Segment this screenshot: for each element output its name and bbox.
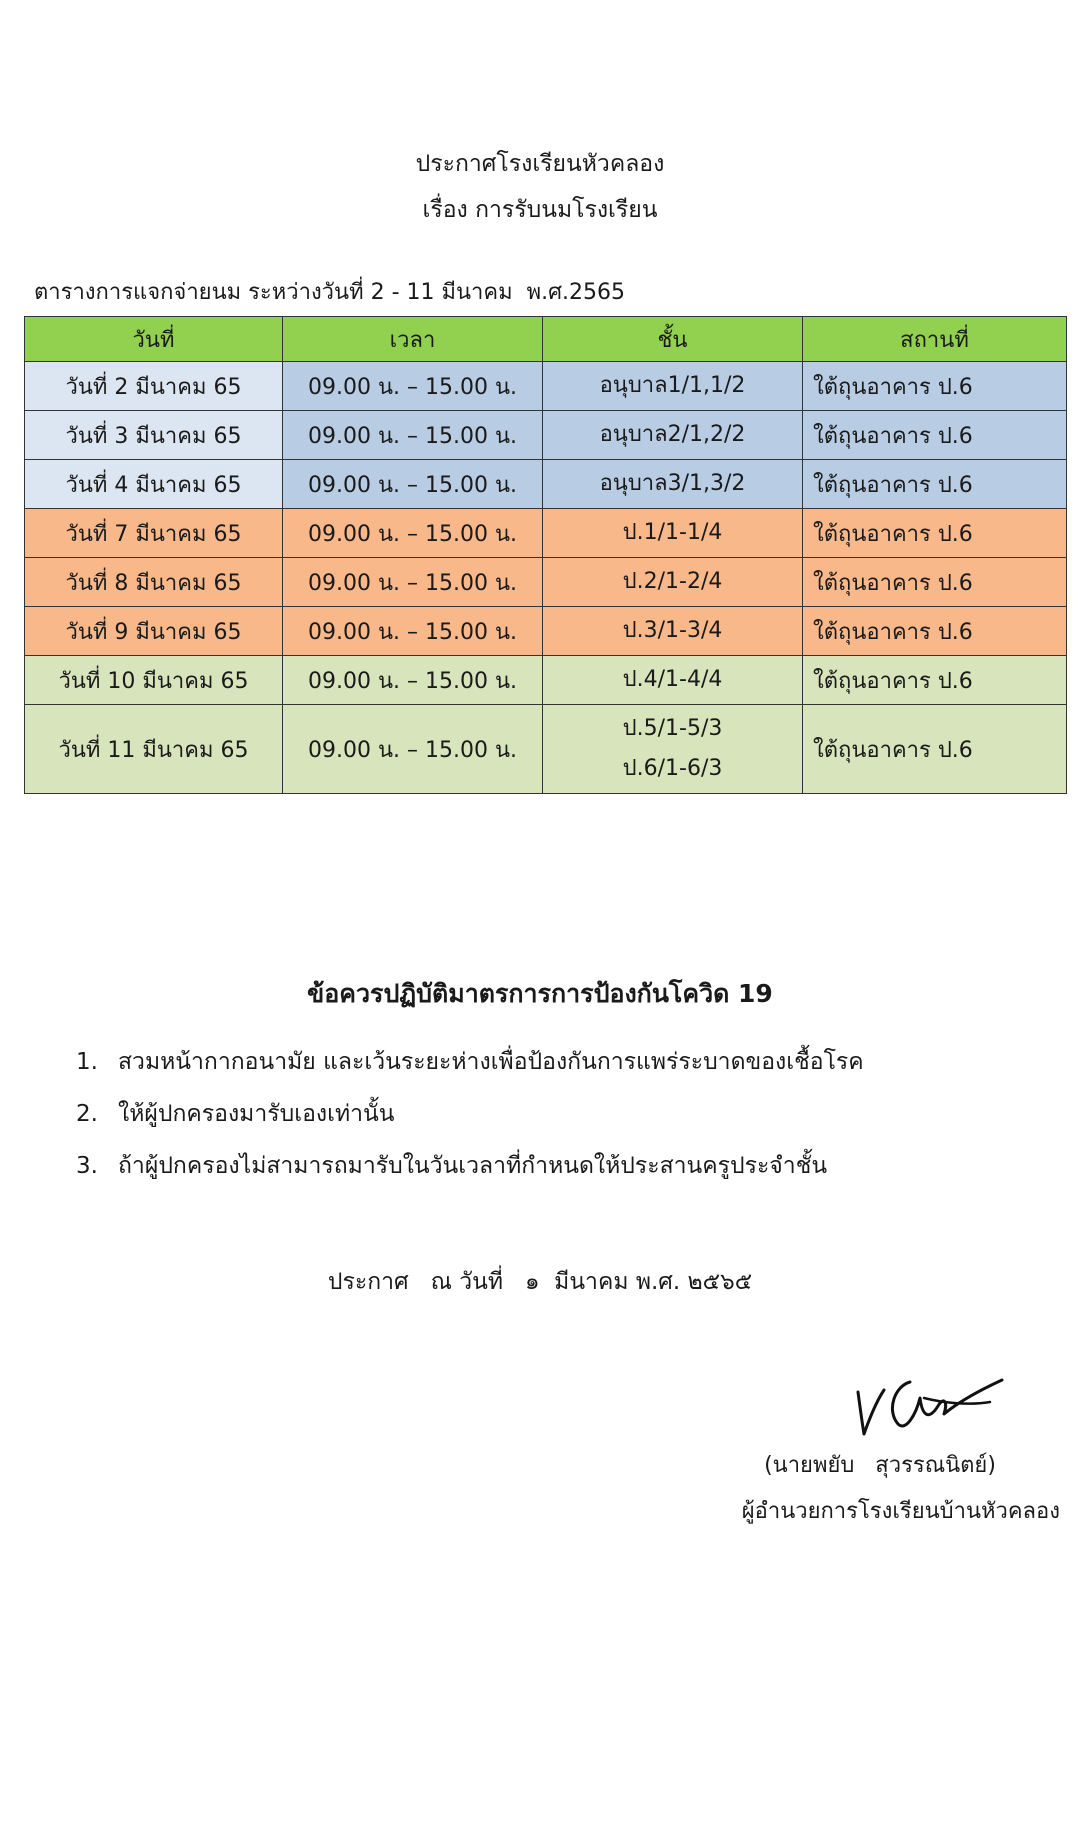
- cell-time: 09.00 น. – 15.00 น.: [283, 705, 543, 794]
- announcement-title: ประกาศโรงเรียนหัวคลอง: [415, 151, 665, 177]
- cell-class: [543, 460, 803, 509]
- cell-class: [543, 411, 803, 460]
- class-label: ป.5/1-5/3: [622, 716, 723, 741]
- table-row: [25, 656, 1067, 705]
- list-item: [76, 1092, 864, 1144]
- covid-measures-list: [76, 1040, 864, 1196]
- class-label: ป.6/1-6/3: [622, 756, 723, 781]
- class-label: ป.3/1-3/4: [622, 618, 723, 643]
- cell-class: [543, 558, 803, 607]
- table-row: [25, 509, 1067, 558]
- table-row: [25, 705, 1067, 794]
- list-item-text: ถ้าผู้ปกครองไม่สามารถมารับในวันเวลาที่กำหนดให้ประสานครูประจำชั้น: [118, 1153, 828, 1179]
- column-header-date: วันที่: [25, 317, 283, 362]
- class-label: อนุบาล2/1,2/2: [599, 422, 746, 447]
- cell-class: [543, 362, 803, 411]
- table-header-row: [25, 317, 1067, 362]
- column-header-time: เวลา: [283, 317, 543, 362]
- milk-distribution-table: [24, 316, 1067, 794]
- table-caption: ตารางการแจกจ่ายนม ระหว่างวันที่ 2 - 11 มีนาคม พ.ศ.2565: [34, 280, 626, 305]
- list-item-number: 1.: [76, 1049, 98, 1075]
- class-label: อนุบาล3/1,3/2: [599, 471, 746, 496]
- class-label: ป.4/1-4/4: [622, 667, 723, 692]
- covid-measures-title: ข้อควรปฏิบัติมาตรการการป้องกันโควิด 19: [307, 979, 773, 1008]
- cell-date: วันที่ 10 มีนาคม 65: [25, 656, 283, 705]
- class-label: ป.2/1-2/4: [622, 569, 723, 594]
- list-item: [76, 1040, 864, 1092]
- cell-date: วันที่ 7 มีนาคม 65: [25, 509, 283, 558]
- cell-time: 09.00 น. – 15.00 น.: [283, 411, 543, 460]
- cell-place: ใต้ถุนอาคาร ป.6: [803, 509, 1067, 558]
- list-item-text: ให้ผู้ปกครองมารับเองเท่านั้น: [118, 1101, 395, 1127]
- table-row: [25, 362, 1067, 411]
- cell-date: วันที่ 8 มีนาคม 65: [25, 558, 283, 607]
- cell-time: 09.00 น. – 15.00 น.: [283, 558, 543, 607]
- list-item-number: 2.: [76, 1101, 98, 1127]
- table-row: [25, 411, 1067, 460]
- signature-image: [840, 1362, 1010, 1452]
- cell-date: วันที่ 11 มีนาคม 65: [25, 705, 283, 794]
- signer-name: (นายพยับ สุวรรณนิตย์): [764, 1453, 996, 1478]
- cell-time: 09.00 น. – 15.00 น.: [283, 509, 543, 558]
- list-item-number: 3.: [76, 1153, 98, 1179]
- announcement-date: ประกาศ ณ วันที่ ๑ มีนาคม พ.ศ. ๒๕๖๕: [327, 1269, 753, 1295]
- table-row: [25, 460, 1067, 509]
- cell-date: วันที่ 2 มีนาคม 65: [25, 362, 283, 411]
- cell-place: ใต้ถุนอาคาร ป.6: [803, 705, 1067, 794]
- table-row: [25, 607, 1067, 656]
- cell-class: [543, 705, 803, 794]
- cell-place: ใต้ถุนอาคาร ป.6: [803, 411, 1067, 460]
- cell-place: ใต้ถุนอาคาร ป.6: [803, 460, 1067, 509]
- cell-time: 09.00 น. – 15.00 น.: [283, 607, 543, 656]
- cell-time: 09.00 น. – 15.00 น.: [283, 656, 543, 705]
- column-header-class: ชั้น: [543, 317, 803, 362]
- cell-class: [543, 509, 803, 558]
- table-row: [25, 558, 1067, 607]
- cell-class: [543, 607, 803, 656]
- cell-date: วันที่ 9 มีนาคม 65: [25, 607, 283, 656]
- cell-place: ใต้ถุนอาคาร ป.6: [803, 656, 1067, 705]
- class-label: ป.1/1-1/4: [622, 520, 723, 545]
- cell-time: 09.00 น. – 15.00 น.: [283, 460, 543, 509]
- cell-place: ใต้ถุนอาคาร ป.6: [803, 558, 1067, 607]
- signer-position: ผู้อำนวยการโรงเรียนบ้านหัวคลอง: [741, 1499, 1060, 1524]
- cell-class: [543, 656, 803, 705]
- column-header-place: สถานที่: [803, 317, 1067, 362]
- cell-date: วันที่ 3 มีนาคม 65: [25, 411, 283, 460]
- cell-date: วันที่ 4 มีนาคม 65: [25, 460, 283, 509]
- announcement-subject: เรื่อง การรับนมโรงเรียน: [422, 197, 658, 223]
- cell-place: ใต้ถุนอาคาร ป.6: [803, 362, 1067, 411]
- class-label: อนุบาล1/1,1/2: [599, 373, 746, 398]
- list-item-text: สวมหน้ากากอนามัย และเว้นระยะห่างเพื่อป้องกันการแพร่ระบาดของเชื้อโรค: [118, 1049, 864, 1075]
- cell-place: ใต้ถุนอาคาร ป.6: [803, 607, 1067, 656]
- list-item: [76, 1144, 864, 1196]
- cell-time: 09.00 น. – 15.00 น.: [283, 362, 543, 411]
